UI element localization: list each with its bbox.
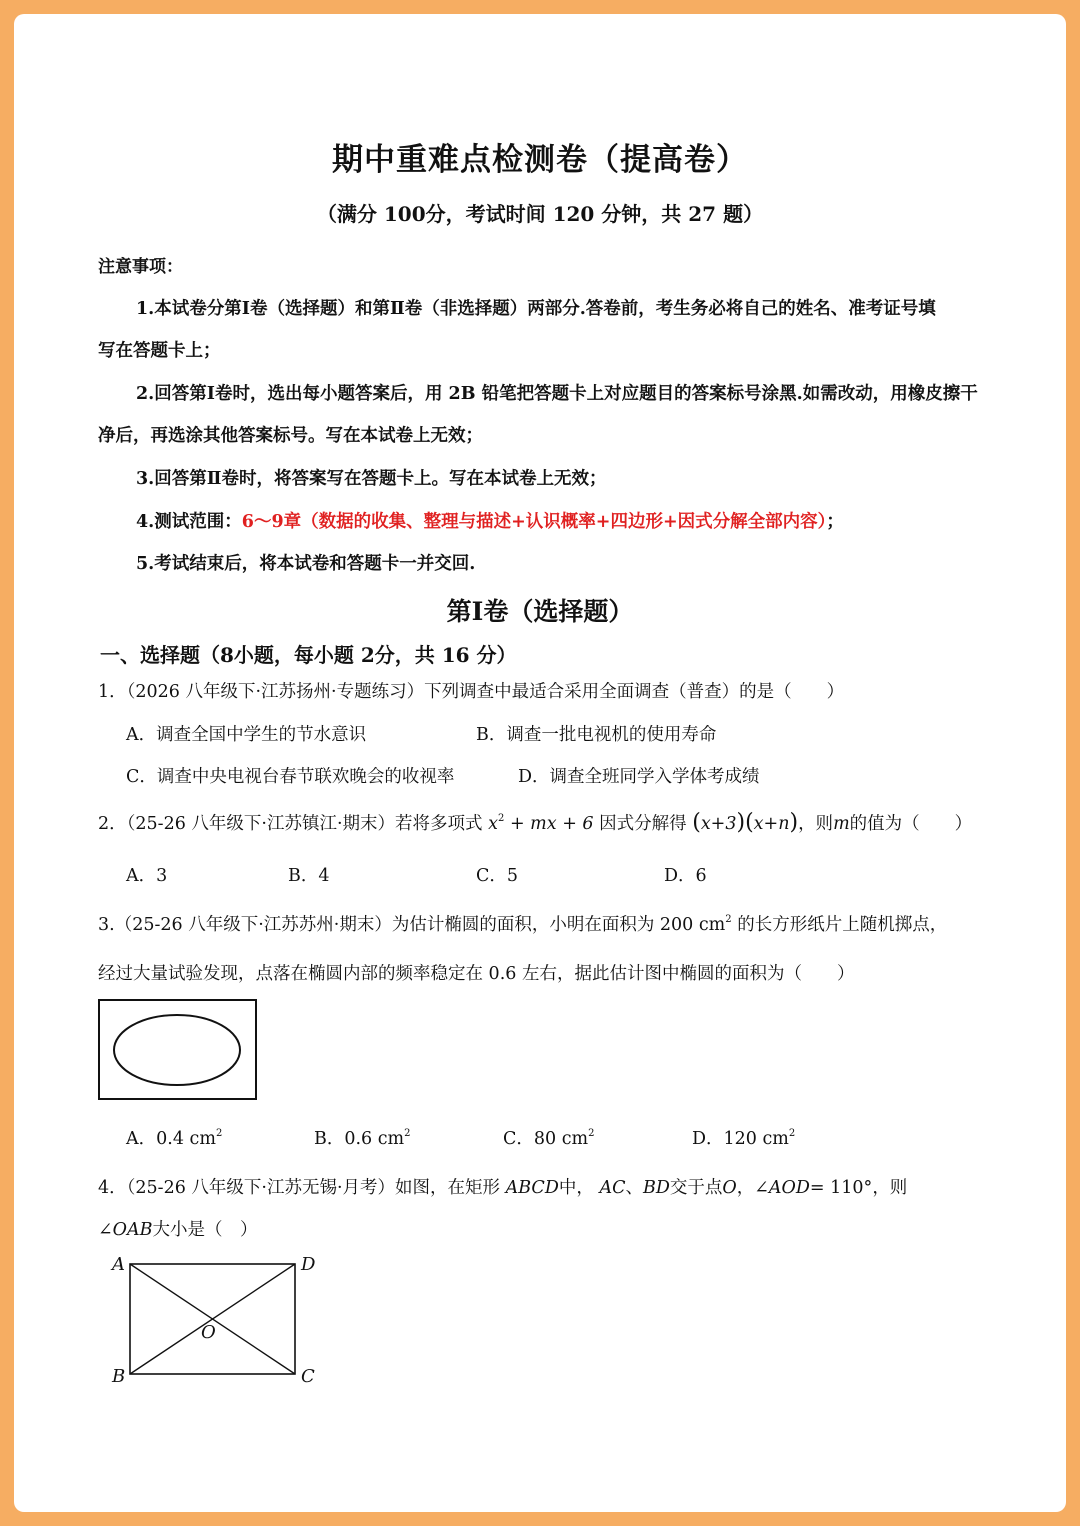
question-1-option-a: A．调查全国中学生的节水意识 [126, 725, 367, 745]
question-3-option-d: D．120 $cm^2$ [692, 1128, 796, 1149]
question-3-option-a: A．0.4 $cm^2$ [126, 1128, 223, 1149]
vertex-label-c: C [301, 1366, 315, 1387]
rectangle-abcd-figure [110, 1252, 325, 1392]
note-4-prefix: 4.测试范围： [136, 512, 242, 532]
vertex-label-b: B [112, 1366, 126, 1387]
question-3-option-b: B．0.6 $cm^2$ [314, 1128, 411, 1149]
question-3-stem-line-2: 经过大量试验发现，点落在椭圆内部的频率稳定在 0.6 左右，据此估计图中椭圆的面积为（ ） [98, 964, 855, 984]
section-title: 第Ⅰ卷（选择题） [446, 597, 634, 626]
question-4-stem-line-1: 4．（25-26 八年级下·江苏无锡·月考）如图，在矩形 ABCD中， AC、BD交于点O，∠AOD= 110°，则 [98, 1178, 908, 1198]
note-1-line-1: 1.本试卷分第Ⅰ卷（选择题）和第Ⅱ卷（非选择题）两部分.答卷前，考生务必将自己的姓名、准考证号填 [136, 299, 936, 319]
exam-title: 期中重难点检测卷（提高卷） [332, 142, 748, 178]
vertex-label-o: O [201, 1322, 216, 1343]
note-2-line-2: 净后，再选涂其他答案标号。写在本试卷上无效； [98, 426, 483, 446]
test-range: 6～9章（数据的收集、整理与描述+认识概率+四边形+因式分解全部内容） [241, 512, 827, 532]
note-3: 3.回答第Ⅱ卷时，将答案写在答题卡上。写在本试卷上无效； [136, 469, 607, 489]
question-1-option-b: B．调查一批电视机的使用寿命 [476, 725, 717, 745]
question-2-option-c: C．5 [476, 866, 519, 886]
question-2-option-b: B．4 [288, 866, 330, 886]
note-4 [136, 508, 844, 533]
notes-heading: 注意事项： [98, 257, 183, 277]
question-1-stem: 1．（2026 八年级下·江苏扬州·专题练习）下列调查中最适合采用全面调查（普查）的是（ ） [98, 682, 845, 702]
vertex-label-a: A [112, 1254, 125, 1275]
part-heading: 一、选择题（8小题，每小题 2分，共 16 分） [100, 643, 517, 667]
note-2-line-1: 2.回答第Ⅰ卷时，选出每小题答案后，用 2B 铅笔把答题卡上对应题目的答案标号涂黑.如需改动，用橡皮擦干 [136, 384, 978, 404]
question-3-option-c: C．80 $cm^2$ [503, 1128, 595, 1149]
vertex-label-d: D [301, 1254, 316, 1275]
question-2-stem: 2．（25-26 八年级下·江苏镇江·期末）若将多项式 $x^2$ + mx + 6 因式分解得 (x+3)(x+n)，则m的值为（ ） [98, 810, 973, 835]
question-4-stem-line-2: ∠OAB大小是（ ） [98, 1220, 258, 1240]
note-4-suffix: ； [826, 512, 844, 532]
question-1-option-d: D．调查全班同学入学体考成绩 [518, 767, 760, 787]
question-3-stem-line-1: 3.（25-26 八年级下·江苏苏州·期末）为估计椭圆的面积，小明在面积为 200 $cm^2$ 的长方形纸片上随机掷点， [98, 914, 948, 935]
question-2-option-a: A．3 [126, 866, 168, 886]
note-5: 5.考试结束后，将本试卷和答题卡一并交回. [136, 554, 476, 574]
question-1-option-c: C．调查中央电视台春节联欢晚会的收视率 [126, 767, 455, 787]
ellipse-in-rectangle-figure [97, 998, 259, 1102]
question-2-option-d: D．6 [664, 866, 707, 886]
note-1-line-2: 写在答题卡上； [98, 341, 221, 361]
ellipse [114, 1015, 240, 1085]
exam-subtitle: （满分 100分，考试时间 120 分钟，共 27 题） [316, 202, 764, 226]
